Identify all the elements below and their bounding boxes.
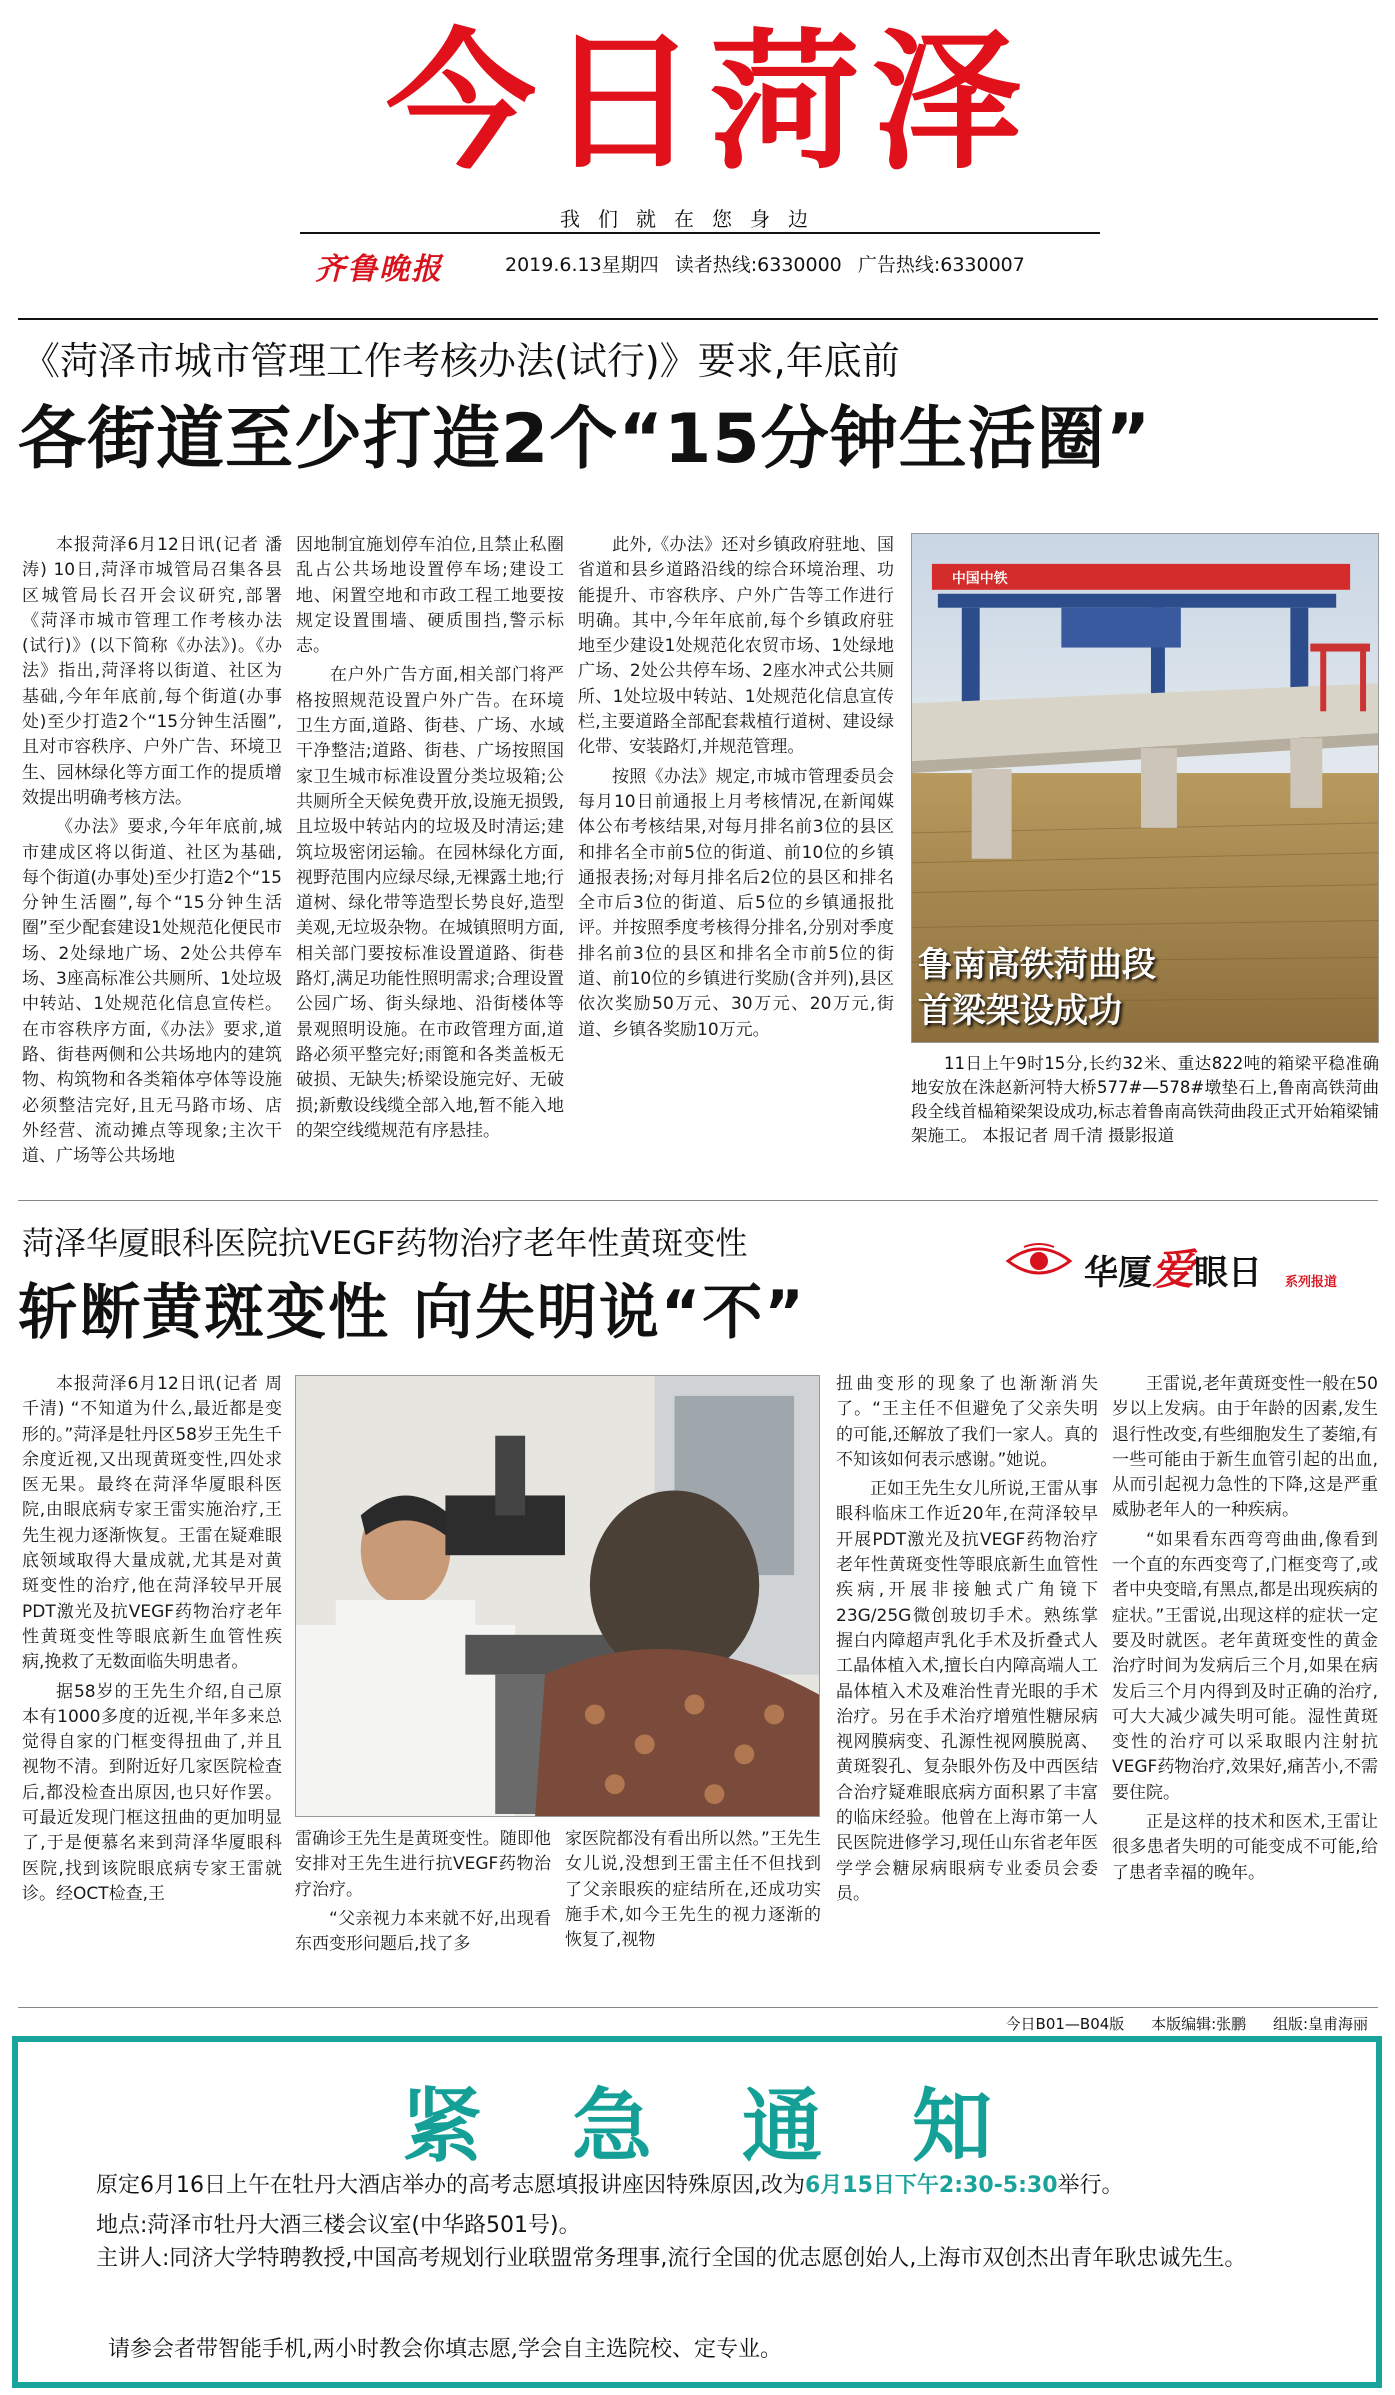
article1-kicker: 《菏泽市城市管理工作考核办法(试行)》要求,年底前 (22, 339, 900, 383)
eye-exam-photo (295, 1375, 820, 1817)
notice-text: 原定6月16日上午在牡丹大酒店举办的高考志愿填报讲座因特殊原因,改为 (96, 2173, 805, 2198)
paragraph: 《办法》要求,今年年底前,城市建成区将以街道、社区为基础,每个街道(办事处)至少打造2个“15分钟生活圈”,每个“15分钟生活圈”至少配套建设1处规范化便民市场、2处绿地广场、2处公共停车场、3座高标准公共厕所、1处垃圾中转站、1处规范化信息宣传栏。在市容秩序方面,《办法》要求,道路、街巷两侧和公共场地内的建筑物、构筑物和各类箱体亭体等设施必须整洁完好,且无马路市场、店外经营、流动摊点等现象;主次干道、广场等公共场地 (22, 817, 282, 1167)
article2-column-2 (295, 1827, 551, 1957)
article2-kicker: 菏泽华厦眼科医院抗VEGF药物治疗老年性黄斑变性 (22, 1224, 748, 1262)
issue-date: 2019.6.13星期四 (505, 254, 659, 276)
notice-line-4: 请参会者带智能手机,两小时教会你填志愿,学会自主选院校、定专业。 (108, 2337, 782, 2362)
notice-line-2: 地点:菏泽市牡丹大酒三楼会议室(中华路501号)。 (96, 2213, 581, 2238)
masthead-rule (300, 232, 1100, 234)
qilu-evening-news-logo: 齐鲁晚报 (315, 252, 443, 287)
article2-column-4 (836, 1372, 1098, 1907)
article1-headline: 各街道至少打造2个“15分钟生活圈” (18, 400, 1152, 479)
paragraph: 按照《办法》规定,市城市管理委员会每月10日前通报上月考核情况,在新闻媒体公布考核结果,对每月排名前3位的县区和排名全市前5位的街道、前10位的乡镇通报表扬;对每月排名后2位的县区和排名全市后3位的街道、后5位的乡镇通报批评。并按照季度考核得分排名,分别对季度排名前3位的县区和排名全市前5位的街道、前10位的乡镇进行奖励(含并列),县区依次奖励50万元、30万元、20万元,街道、乡镇各奖励10万元。 (578, 766, 894, 1040)
article2-headline: 斩断黄斑变性 向失明说“不” (18, 1278, 806, 1348)
photo-caption-headline (918, 942, 1156, 1034)
paragraph: 本报菏泽6月12日讯(记者 潘涛) 10日,菏泽市城管局召集各县区城管局长召开会议研究,部署《菏泽市城市管理工作考核办法(试行)》(以下简称《办法》)。《办法》指出,菏泽将以街道、社区为基础,今年年底前,每个街道(办事处)至少打造2个“15分钟生活圈”,且对市容秩序、户外广告、环境卫生、园林绿化等方面工作的提质增效提出明确考核方法。 (22, 535, 282, 808)
eye-icon (1004, 1241, 1074, 1281)
masthead (0, 0, 1395, 290)
paragraph: “父亲视力本来就不好,出现看东西变形问题后,找了多 (295, 1908, 551, 1955)
series-title (1084, 1237, 1262, 1297)
divider (18, 1200, 1378, 1201)
article1-column-2 (296, 533, 564, 1144)
divider (18, 318, 1378, 320)
caption-line-1: 鲁南高铁菏曲段 (918, 945, 1156, 985)
article1-column-1 (22, 533, 282, 1169)
paragraph: 因地制宜施划停车泊位,且禁止私圈乱占公共场地设置停车场;建设工地、闲置空地和市政工程工地要按规定设置围墙、硬质围挡,警示标志。 (296, 535, 564, 657)
paragraph: 雷确诊王先生是黄斑变性。随即他安排对王先生进行抗VEGF药物治疗治疗。 (295, 1829, 551, 1900)
notice-highlight-time: 6月15日下午2:30-5:30 (805, 2173, 1058, 2198)
page-range: 今日B01—B04版 (1005, 2015, 1125, 2033)
paragraph: 正是这样的技术和医术,王雷让很多患者失明的可能变成不可能,给了患者幸福的晚年。 (1112, 1812, 1378, 1883)
notice-line-3: 主讲人:同济大学特聘教授,中国高考规划行业联盟常务理事,流行全国的优志愿创始人,上海市双创杰出青年耿忠诚先生。 (96, 2246, 1247, 2271)
series-ai: 爱 (1152, 1245, 1195, 1294)
paragraph: “如果看东西弯弯曲曲,像看到一个直的东西变弯了,门框变弯了,或者中央变暗,有黑点,都是出现疾病的症状。”王雷说,出现这样的症状一定要及时就医。老年黄斑变性的黄金治疗时间为发病后三个月,如果在病发后三个月内得到及时正确的治疗,可大大减少减失明可能。湿性黄斑变性的治疗可以采取眼内注射抗VEGF药物治疗,效果好,痛苦小,不需要住院。 (1112, 1529, 1378, 1803)
notice-line-1 (96, 2168, 1124, 2199)
article2-column-1 (22, 1372, 282, 1907)
layout-credit: 组版:皇甫海丽 (1272, 2015, 1368, 2033)
page-footer (18, 2007, 1378, 2035)
article2-column-3 (565, 1827, 821, 1953)
paragraph: 据58岁的王先生介绍,自己原本有1000多度的近视,半年多来总觉得自家的门框变得扭曲了,并且视物不清。到附近好几家医院检查后,都没检查出原因,也只好作罢。可最近发现门框这扭曲的更加明显了,于是便慕名来到菏泽华厦眼科医院,找到该院眼底病专家王雷就诊。经OCT检查,王 (22, 1681, 282, 1904)
masthead-info (505, 250, 1035, 277)
reader-hotline: 读者热线:6330000 (674, 254, 842, 276)
crane-sign: 中国中铁 (951, 570, 1008, 587)
series-suffix: 眼日 (1194, 1253, 1263, 1293)
article1-column-3 (578, 533, 894, 1043)
newspaper-title: 今日菏泽 (385, 16, 1034, 190)
paragraph: 此外,《办法》还对乡镇政府驻地、国省道和县乡道路沿线的综合环境治理、功能提升、市容秩序、户外广告等工作进行明确。其中,今年年底前,每个乡镇政府驻地至少建设1处规范化农贸市场、1处绿地广场、2处公共停车场、2座水冲式公共厕所、1处垃圾中转站、1处规范化信息宣传栏,主要道路全部配套栽植行道树、建设绿化带、安装路灯,并规范管理。 (578, 535, 894, 758)
footer-credits (984, 2013, 1368, 2034)
masthead-slogan: 我们就在您身边 (560, 207, 826, 231)
paragraph: 王雷说,老年黄斑变性一般在50岁以上发病。由于年龄的因素,发生退行性改变,有些细胞发生了萎缩,有一些可能由于新生血管引起的出血,从而引起视力急性的下降,这是严重威胁老年人的一种疾病。 (1112, 1374, 1378, 1521)
series-prefix: 华厦 (1084, 1253, 1152, 1293)
caption-line-2: 首梁架设成功 (918, 991, 1122, 1031)
notice-text: 举行。 (1057, 2173, 1124, 2198)
series-subtitle: 系列报道 (1285, 1275, 1338, 1290)
series-tag (1000, 1233, 1380, 1293)
urgent-notice (12, 2036, 1382, 2388)
paragraph: 正如王先生女儿所说,王雷从事眼科临床工作近20年,在菏泽较早开展PDT激光及抗VEGF药物治疗老年性黄斑变性等眼底新生血管性疾病,开展非接触式广角镜下23G/25G微创玻切手术。熟练掌握白内障超声乳化手术及折叠式人工晶体植入术,擅长白内障高端人工晶体植入术及难治性青光眼的手术治疗。另在手术治疗增殖性糖尿病视网膜病变、孔源性视网膜脱离、黄斑裂孔、复杂眼外伤及中西医结合治疗疑难眼底病方面积累了丰富的临床经验。他曾在上海市第一人民医院进修学习,现任山东省老年医学学会糖尿病眼病专业委员会委员。 (836, 1479, 1098, 1904)
notice-title: 紧急通知 (402, 2079, 1082, 2173)
photo-caption: 11日上午9时15分,长约32米、重达822吨的箱梁平稳准确地安放在洙赵新河特大桥577#—578#墩垫石上,鲁南高铁菏曲段全线首榀箱梁架设成功,标志着鲁南高铁菏曲段正式开始箱梁铺架施工。 本报记者 周千清 摄影报道 (911, 1054, 1379, 1145)
ad-hotline: 广告热线:6330007 (857, 254, 1025, 276)
editor-credit: 本版编辑:张鹏 (1151, 2015, 1247, 2033)
paragraph: 家医院都没有看出所以然。”王先生女儿说,没想到王雷主任不但找到了父亲眼疾的症结所在,还成功实施手术,如今王先生的视力逐渐的恢复了,视物 (565, 1829, 821, 1951)
paragraph: 扭曲变形的现象了也渐渐消失了。“王主任不但避免了父亲失明的可能,还解放了我们一家人。真的不知该如何表示感谢。”她说。 (836, 1374, 1098, 1470)
paragraph: 在户外广告方面,相关部门将严格按照规范设置户外广告。在环境卫生方面,道路、街巷、广场、水域干净整洁;道路、街巷、广场按照国家卫生城市标准设置分类垃圾箱;公共厕所全天候免费开放,设施无损毁,且垃圾中转站内的垃圾及时清运;建筑垃圾密闭运输。在园林绿化方面,视野范围内应绿尽绿,无裸露土地;行道树、绿化带等造型长势良好,造型美观,无垃圾杂物。在城镇照明方面,相关部门要按标准设置道路、街巷路灯,满足功能性照明需求;合理设置公园广场、街头绿地、沿街楼体等景观照明设施。在市政管理方面,道路必须平整完好;雨篦和各类盖板无破损、无缺失;桥梁设施完好、无破损;新敷设线缆全部入地,暂不能入地的架空线缆规范有序悬挂。 (296, 665, 564, 1141)
paragraph: 本报菏泽6月12日讯(记者 周千清) “不知道为什么,最近都是变形的。”菏泽是牡丹区58岁王先生千余度近视,又出现黄斑变性,四处求医无果。最终在菏泽华厦眼科医院,由眼底病专家王雷实施治疗,王先生视力逐渐恢复。王雷在疑难眼底领域取得大量成就,尤其是对黄斑变性的治疗,他在菏泽较早开展PDT激光及抗VEGF药物治疗老年性黄斑变性等眼底新生血管性疾病,挽救了无数面临失明患者。 (22, 1374, 282, 1673)
article2-column-5 (1112, 1372, 1378, 1886)
